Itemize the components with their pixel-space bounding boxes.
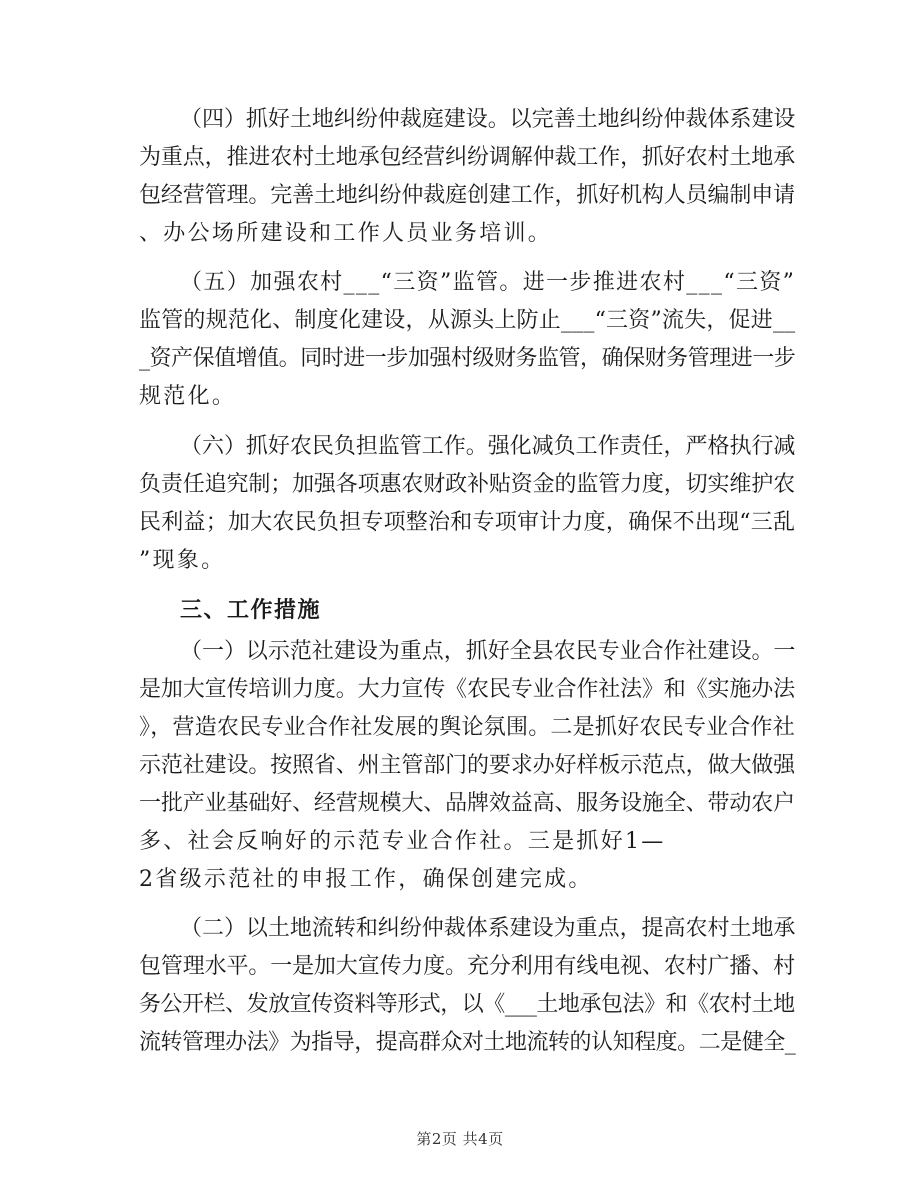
- paragraph-line: 一批产业基础好、经营规模大、品牌效益高、服务设施全、带动农户: [139, 791, 796, 816]
- page-footer: 第2页 共4页: [416, 1130, 504, 1148]
- paragraph-line: 包经营管理。完善土地纠纷仲裁庭创建工作，抓好机构人员编制申请: [139, 183, 796, 208]
- paragraph-line: _资产保值增值。同时进一步加强村级财务监管，确保财务管理进一步: [139, 346, 796, 371]
- paragraph-line: （一）以示范社建设为重点，抓好全县农民专业合作社建设。一: [180, 639, 796, 664]
- paragraph-line: ”现象。: [139, 548, 226, 573]
- paragraph-line: 规范化。: [139, 384, 237, 409]
- section-heading: 三、工作措施: [180, 598, 322, 623]
- paragraph-line: 2省级示范社的申报工作，确保创建完成。: [139, 867, 593, 892]
- paragraph-line: 包管理水平。一是加大宣传力度。充分利用有线电视、农村广播、村: [139, 954, 796, 979]
- paragraph-line: 民利益；加大农民负担专项整治和专项审计力度，确保不出现“三乱: [139, 510, 796, 535]
- paragraph-line: （四）抓好土地纠纷仲裁庭建设。以完善土地纠纷仲裁体系建设: [180, 107, 796, 132]
- paragraph-line: 、办公场所建设和工作人员业务培训。: [139, 221, 553, 246]
- paragraph-line: 示范社建设。按照省、州主管部门的要求办好样板示范点，做大做强: [139, 753, 796, 778]
- paragraph-line: （二）以土地流转和纠纷仲裁体系建设为重点，提高农村土地承: [180, 916, 796, 941]
- paragraph-line: 监管的规范化、制度化建设，从源头上防止___“三资”流失，促进__: [139, 308, 796, 333]
- paragraph-line: 流转管理办法》为指导，提高群众对土地流转的认知程度。二是健全_: [139, 1030, 796, 1055]
- paragraph-line: 为重点，推进农村土地承包经营纠纷调解仲裁工作，抓好农村土地承: [139, 145, 796, 170]
- paragraph-line: （五）加强农村___“三资”监管。进一步推进农村___“三资”: [180, 270, 796, 295]
- paragraph-line: 负责任追究制；加强各项惠农财政补贴资金的监管力度，切实维护农: [139, 472, 796, 497]
- paragraph-line: 是加大宣传培训力度。大力宣传《农民专业合作社法》和《实施办法: [139, 677, 796, 702]
- paragraph-line: 多、社会反响好的示范专业合作社。三是抓好1—: [139, 829, 666, 854]
- paragraph-line: 务公开栏、发放宣传资料等形式，以《___土地承包法》和《农村土地: [139, 992, 795, 1017]
- paragraph-line: （六）抓好农民负担监管工作。强化减负工作责任，严格执行减: [180, 434, 796, 459]
- paragraph-line: 》，营造农民专业合作社发展的舆论氛围。二是抓好农民专业合作社: [139, 715, 796, 740]
